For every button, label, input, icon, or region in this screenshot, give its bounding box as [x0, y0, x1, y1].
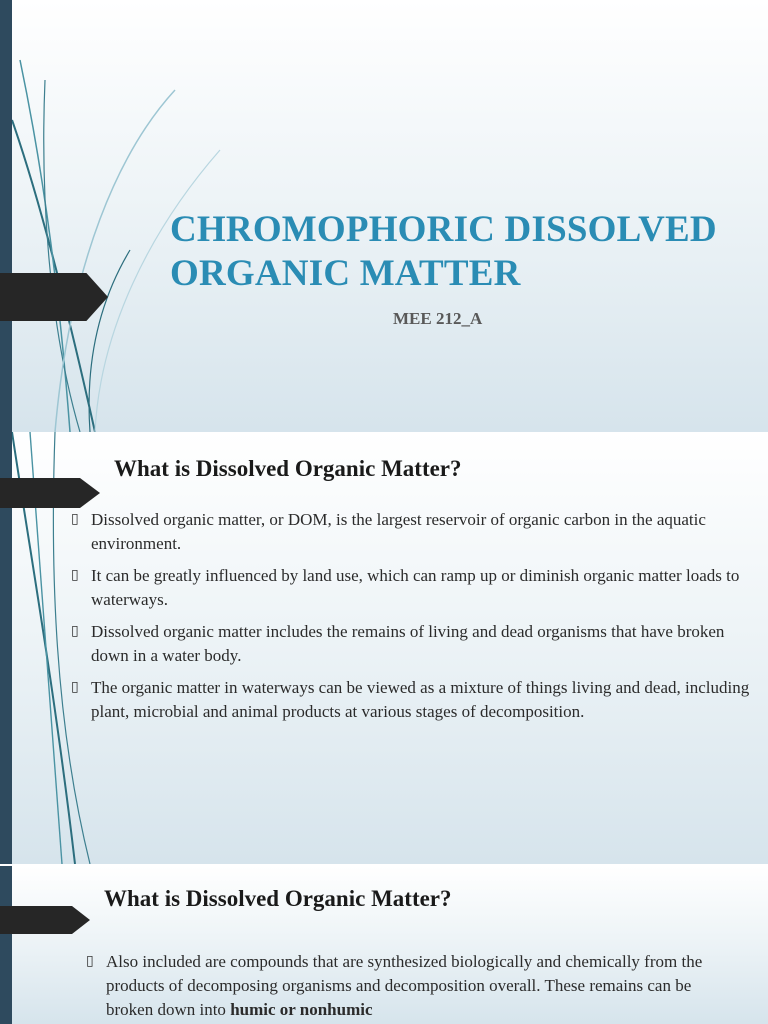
list-item: ▯ The organic matter in waterways can be viewed as a mixture of things living and dead, including plant, microbial and animal products at various stages of decomposition.	[71, 678, 750, 721]
list-item: ▯ It can be greatly influenced by land use, which can ramp up or diminish organic matter loads to waterways.	[71, 566, 740, 609]
slide-heading: What is Dissolved Organic Matter?	[114, 456, 462, 481]
square-bullet-icon: ▯	[71, 680, 79, 695]
slide-title: CHROMOPHORIC DISSOLVED ORGANIC MATTER	[170, 209, 717, 294]
list-item: ▯ Dissolved organic matter, or DOM, is the largest reservoir of organic carbon in the aquatic environment.	[71, 510, 706, 553]
square-bullet-icon: ▯	[71, 568, 79, 583]
list-item: ▯ Also included are compounds that are synthesized biologically and chemically from the products of decomposing organisms and decomposition overall. These remains can be broken down into humic or nonhumic	[86, 952, 703, 1019]
list-item: ▯ Dissolved organic matter includes the remains of living and dead organisms that have broken down in a water body.	[71, 622, 725, 665]
square-bullet-icon: ▯	[71, 512, 79, 527]
bullet-list	[71, 508, 761, 732]
arrow-tab	[0, 906, 90, 934]
square-bullet-icon: ▯	[71, 624, 79, 639]
slide-heading: What is Dissolved Organic Matter?	[104, 886, 452, 911]
title-slide	[0, 0, 768, 432]
content-slide-1	[0, 432, 768, 864]
left-accent-bar	[0, 0, 12, 432]
slide-subtitle: MEE 212_A	[393, 309, 483, 328]
arrow-tab	[0, 478, 100, 508]
content-slide-2	[0, 866, 768, 1024]
arrow-tab	[0, 273, 108, 321]
square-bullet-icon: ▯	[86, 954, 94, 969]
bullet-list	[86, 950, 726, 1024]
left-accent-bar	[0, 866, 12, 1024]
